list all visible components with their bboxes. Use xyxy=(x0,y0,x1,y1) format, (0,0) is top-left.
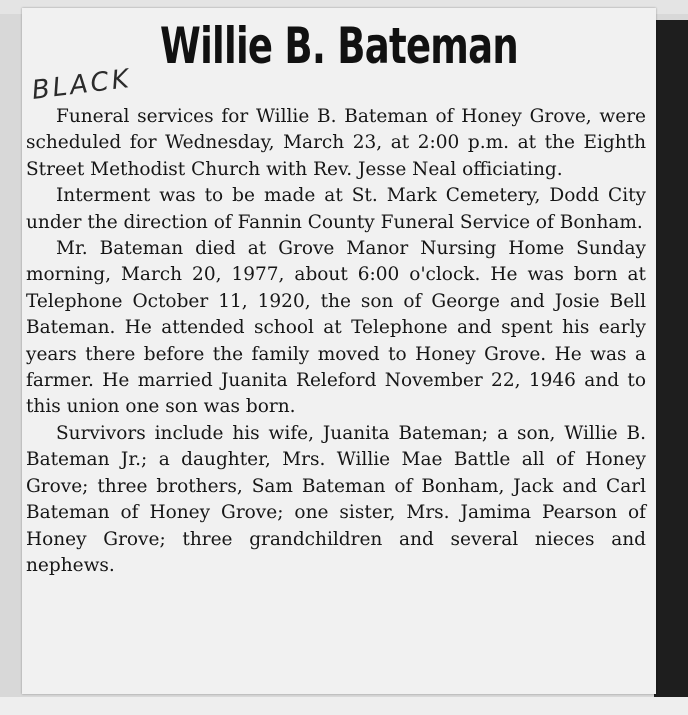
backing-paper-bottom xyxy=(0,697,688,715)
handwritten-note: BLACK xyxy=(30,63,134,106)
obituary-headline: Willie B. Bateman xyxy=(160,17,518,75)
newspaper-clipping xyxy=(22,8,656,694)
paragraph-interment: Interment was to be made at St. Mark Cemetery, Dodd City under the direction of Fannin County Funeral Service of Bonham. xyxy=(26,185,646,233)
obituary-body xyxy=(26,104,646,579)
scan-shadow-edge xyxy=(654,20,688,715)
paragraph-biography: Mr. Bateman died at Grove Manor Nursing Home Sunday morning, March 20, 1977, about 6:00 o'clock. He was born at Telephone October 11, 1920, the son of George and Josie Bell Bateman. He attended school at Telephone and spent his early years there before the family moved to Honey Grove. He was a farmer. He married Juanita Releford November 22, 1946 and to this union one son was born. xyxy=(26,238,646,418)
paragraph-services: Funeral services for Willie B. Bateman of Honey Grove, were scheduled for Wednesday, March 23, at 2:00 p.m. at the Eighth Street Methodist Church with Rev. Jesse Neal officiating. xyxy=(26,106,646,180)
paragraph-survivors: Survivors include his wife, Juanita Bateman; a son, Willie B. Bateman Jr.; a daughter, Mrs. Willie Mae Battle all of Honey Grove; three brothers, Sam Bateman of Bonham, Jack and Carl Bateman of Honey Grove; one sister, Mrs. Jamima Pearson of Honey Grove; three grandchildren and several nieces and nephews. xyxy=(26,422,646,576)
